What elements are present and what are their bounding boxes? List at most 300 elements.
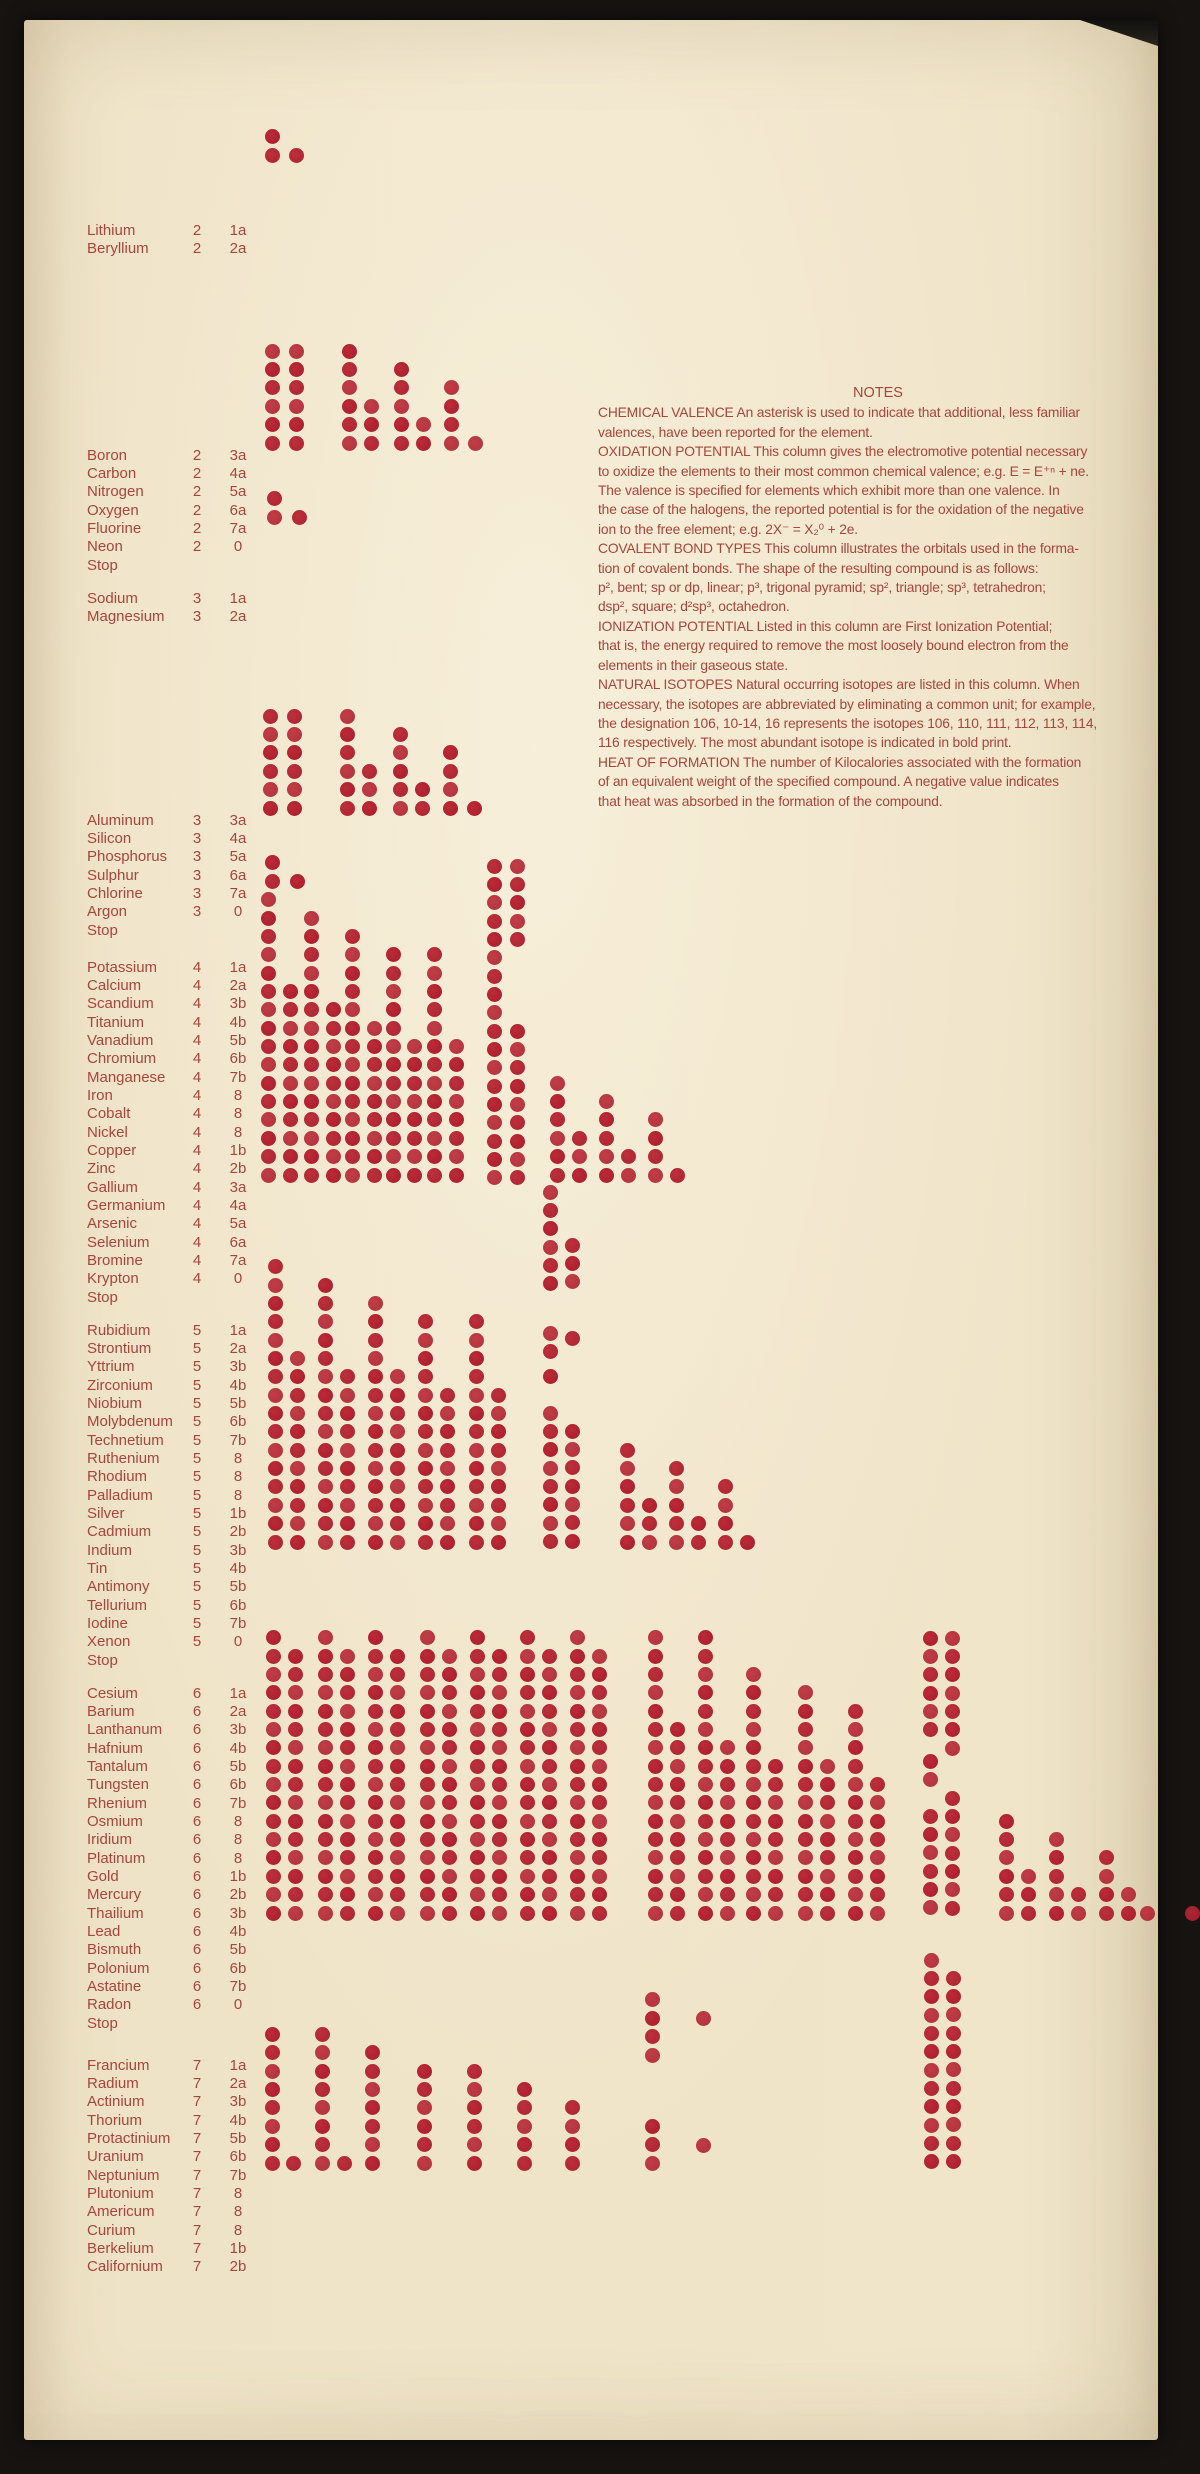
data-dot [820,1814,835,1829]
data-dot [261,1149,276,1164]
data-dot [340,1516,355,1531]
data-dot [266,1685,281,1700]
data-dot [318,1516,333,1531]
data-dot [337,2156,352,2171]
notes-line: 116 respectively. The most abundant isotope is indicated in bold print. [598,735,1012,751]
element-period: 2 [192,501,202,519]
data-dot [746,1906,761,1921]
data-dot [999,1850,1014,1865]
element-group: 3b [229,1904,247,1922]
data-dot [390,1740,405,1755]
element-name: Stop [87,2014,118,2032]
data-dot [648,1814,663,1829]
data-dot [449,1112,464,1127]
data-dot [427,1057,442,1072]
data-dot [261,1039,276,1054]
data-dot [718,1498,733,1513]
data-dot [367,1168,382,1183]
data-dot [261,929,276,944]
data-dot [718,1535,733,1550]
element-period: 7 [192,2184,202,2202]
element-name: Copper [87,1142,137,1159]
data-dot [386,1149,401,1164]
data-dot [645,2048,660,2063]
data-dot [999,1832,1014,1847]
data-dot [520,1814,535,1829]
data-dot [520,1630,535,1645]
data-dot [945,1741,960,1756]
element-name: Niobium [87,1394,143,1412]
notes-section [598,384,1158,811]
data-dot [367,1112,382,1127]
data-dot [340,1869,355,1884]
data-dot [698,1887,713,1902]
data-dot [287,745,302,760]
data-dot [924,2026,939,2041]
data-dot [487,1024,502,1039]
data-dot [420,1906,435,1921]
data-dot [599,1094,614,1109]
data-dot [367,1094,382,1109]
data-dot [390,1406,405,1421]
data-dot [265,417,280,432]
data-dot [420,1850,435,1865]
data-dot [368,1461,383,1476]
data-dot [491,1388,506,1403]
data-dot [427,1021,442,1036]
data-dot [510,1024,525,1039]
data-dot [265,855,280,870]
data-dot [268,1388,283,1403]
data-dot [592,1685,607,1700]
element-group: 6b [229,1596,247,1614]
element-group: 1a [229,1321,247,1339]
element-period: 7 [192,2221,202,2239]
data-dot [870,1850,885,1865]
data-dot [487,1134,502,1149]
data-dot [443,764,458,779]
data-dot [367,1021,382,1036]
element-group: 0 [233,1270,243,1288]
element-name: Iridium [87,1831,133,1849]
data-dot [746,1850,761,1865]
data-dot [820,1887,835,1902]
data-dot [570,1850,585,1865]
element-group: 2b [229,1160,247,1178]
data-dot [340,1704,355,1719]
data-dot [470,1704,485,1719]
element-name: Beryllium [87,239,149,257]
element-name: Lead [87,1923,121,1941]
element-group: 0 [233,1633,243,1651]
data-dot [364,436,379,451]
data-dot [290,1388,305,1403]
element-name: Stop [87,556,118,574]
data-dot [768,1777,783,1792]
data-dot [318,1406,333,1421]
data-dot [470,1685,485,1700]
data-dot [798,1906,813,1921]
data-dot [468,436,483,451]
data-dot [290,1443,305,1458]
element-name: Polonium [87,1959,150,1977]
element-period: 7 [192,2074,202,2092]
data-dot [304,1002,319,1017]
data-dot [386,984,401,999]
element-group: 4a [229,464,247,482]
data-dot [386,1057,401,1072]
data-dot [720,1795,735,1810]
data-dot [268,1278,283,1293]
data-dot [510,1170,525,1185]
data-dot [720,1759,735,1774]
notes-title: NOTES [853,385,903,401]
data-dot [427,1149,442,1164]
data-dot [386,1039,401,1054]
element-period: 5 [192,1523,202,1541]
data-dot [393,764,408,779]
element-group: 1a [229,1684,247,1702]
data-dot [492,1759,507,1774]
data-dot [265,362,280,377]
data-dot [418,1388,433,1403]
element-period: 5 [192,1339,202,1357]
data-dot [510,1097,525,1112]
element-group: 5a [229,483,247,501]
data-dot [1049,1869,1064,1884]
data-dot [492,1649,507,1664]
data-dot [290,1369,305,1384]
data-dot [407,1131,422,1146]
data-dot [520,1704,535,1719]
data-dot [340,1814,355,1829]
data-dot [599,1168,614,1183]
element-name: Stop [87,1288,118,1306]
data-dot [746,1777,761,1792]
data-dot [470,1850,485,1865]
element-group: 7b [229,2166,247,2184]
data-dot [924,2063,939,2078]
data-dot [368,1406,383,1421]
data-dot [923,1772,938,1787]
data-dot [670,1740,685,1755]
data-dot [283,1021,298,1036]
data-dot [698,1704,713,1719]
element-group: 5b [229,1031,247,1049]
data-dot [746,1740,761,1755]
data-dot [416,417,431,432]
data-dot [469,1498,484,1513]
data-dot [542,1667,557,1682]
element-period: 4 [192,1123,202,1141]
data-dot [492,1814,507,1829]
data-dot [470,1832,485,1847]
data-dot [768,1850,783,1865]
data-dot [924,2154,939,2169]
data-dot [326,1057,341,1072]
data-dot [394,362,409,377]
data-dot [418,1461,433,1476]
data-dot [798,1704,813,1719]
data-dot [283,1112,298,1127]
data-dot [492,1667,507,1682]
data-dot [265,129,280,144]
data-dot [283,1057,298,1072]
data-dot [696,2138,711,2153]
element-name: Rubidium [87,1321,151,1339]
data-dot [592,1832,607,1847]
data-dot [491,1535,506,1550]
data-dot [848,1759,863,1774]
data-dot [315,2137,330,2152]
data-dot [418,1535,433,1550]
element-name: Nickel [87,1123,128,1141]
data-dot [345,1039,360,1054]
data-dot [550,1094,565,1109]
data-dot [394,399,409,414]
data-dot [263,745,278,760]
data-dot [510,859,525,874]
data-dot [266,1740,281,1755]
data-dot [848,1740,863,1755]
data-dot [288,1795,303,1810]
data-dot [261,984,276,999]
data-dot [698,1850,713,1865]
data-dot [304,1094,319,1109]
data-dot [265,2119,280,2134]
data-dot [287,764,302,779]
data-dot [390,1369,405,1384]
element-name: Silver [87,1505,125,1522]
data-dot [318,1759,333,1774]
data-dot [645,2011,660,2026]
element-name: Bromine [87,1252,143,1270]
data-dot [427,1112,442,1127]
data-dot [698,1777,713,1792]
data-dot [342,436,357,451]
element-name: Thorium [87,2111,143,2129]
data-dot [923,1649,938,1664]
data-dot [288,1850,303,1865]
data-dot [340,1795,355,1810]
element-period: 2 [192,483,202,501]
data-dot [420,1777,435,1792]
data-dot [945,1864,960,1879]
element-group: 3a [229,811,247,829]
data-dot [440,1535,455,1550]
notes-line: COVALENT BOND TYPES This column illustrates the orbitals used in the forma- [598,541,1079,557]
element-group: 4a [229,1197,247,1215]
data-dot [266,1887,281,1902]
element-period: 5 [192,1358,202,1376]
data-dot [268,1443,283,1458]
data-dot [290,874,305,889]
data-dot [542,1814,557,1829]
element-period: 7 [192,2093,202,2111]
data-dot [620,1461,635,1476]
data-dot [924,2099,939,2114]
data-dot [923,1827,938,1842]
data-dot [266,1850,281,1865]
element-period: 5 [192,1468,202,1486]
data-dot [487,969,502,984]
data-dot [290,1498,305,1513]
element-name: Plutonium [87,2184,154,2202]
element-name: Stop [87,921,118,939]
data-dot [266,1777,281,1792]
data-dot [268,1406,283,1421]
data-dot [648,1649,663,1664]
data-dot [315,2082,330,2097]
data-dot [368,1722,383,1737]
data-dot [517,2119,532,2134]
data-dot [648,1759,663,1774]
data-dot [510,1152,525,1167]
data-dot [746,1685,761,1700]
element-period: 5 [192,1413,202,1431]
data-dot [923,1704,938,1719]
data-dot [946,1971,961,1986]
data-dot [648,1685,663,1700]
element-name: Actinium [87,2093,145,2111]
data-dot [261,1002,276,1017]
data-dot [923,1631,938,1646]
data-dot [288,1685,303,1700]
data-dot [340,1887,355,1902]
data-dot [267,510,282,525]
data-dot [340,1443,355,1458]
data-dot [487,987,502,1002]
data-dot [267,491,282,506]
element-name: Germanium [87,1197,166,1215]
data-dot [268,1516,283,1531]
data-dot [946,2081,961,2096]
data-dot [266,1667,281,1682]
data-dot [670,1814,685,1829]
data-dot [261,911,276,926]
data-dot [1021,1869,1036,1884]
element-group: 8 [233,2203,243,2221]
data-dot [283,984,298,999]
data-dot [268,1424,283,1439]
element-name: Cadmium [87,1523,152,1541]
data-dot [470,1740,485,1755]
data-dot [268,1369,283,1384]
notes-line: the case of the halogens, the reported potential is for the oxidation of the negative [598,502,1084,518]
data-dot [469,1424,484,1439]
data-dot [407,1112,422,1127]
data-dot [326,1002,341,1017]
element-period: 7 [192,2056,202,2074]
data-dot [318,1388,333,1403]
data-dot [698,1685,713,1700]
element-group: 3a [229,446,247,464]
data-dot [467,2064,482,2079]
data-dot [848,1850,863,1865]
data-dot [340,1498,355,1513]
element-period: 4 [192,1050,202,1068]
data-dot [798,1722,813,1737]
element-name: Antimony [87,1578,150,1596]
data-dot [467,2100,482,2115]
data-dot [620,1535,635,1550]
data-dot [467,801,482,816]
data-dot [289,436,304,451]
data-dot [592,1777,607,1792]
element-name: Hafnium [87,1739,143,1757]
data-dot [848,1795,863,1810]
data-dot [390,1759,405,1774]
element-period: 4 [192,1178,202,1196]
data-dot [368,1685,383,1700]
data-dot [648,1887,663,1902]
data-dot [467,2156,482,2171]
data-dot [417,2064,432,2079]
data-dot [420,1814,435,1829]
data-dot [848,1887,863,1902]
data-dot [720,1869,735,1884]
data-dot [565,2156,580,2171]
data-dot [318,1685,333,1700]
data-dot [289,344,304,359]
data-dot [283,1076,298,1091]
data-dot [592,1649,607,1664]
data-dot [289,417,304,432]
data-dot [469,1535,484,1550]
element-group: 5a [229,1215,247,1233]
element-group: 8 [233,1831,243,1849]
data-dot [407,1039,422,1054]
data-dot [946,2026,961,2041]
data-dot [510,1115,525,1130]
data-dot [645,2156,660,2171]
element-period: 4 [192,1270,202,1288]
data-dot [592,1795,607,1810]
element-period: 5 [192,1376,202,1394]
data-dot [520,1685,535,1700]
data-dot [1099,1850,1114,1865]
data-dot [492,1777,507,1792]
data-dot [440,1498,455,1513]
data-dot [520,1759,535,1774]
data-dot [945,1667,960,1682]
data-dot [517,2082,532,2097]
data-dot [449,1131,464,1146]
data-dot [768,1795,783,1810]
element-name: Stop [87,1651,118,1669]
data-dot [746,1814,761,1829]
data-dot [550,1149,565,1164]
data-dot [572,1149,587,1164]
data-dot [543,1221,558,1236]
data-dot [470,1722,485,1737]
data-dot [345,966,360,981]
data-dot [304,1057,319,1072]
data-dot [265,874,280,889]
data-dot [923,1722,938,1737]
data-dot [487,1005,502,1020]
element-group: 4b [229,1013,247,1031]
element-name: Tantalum [87,1757,148,1775]
data-dot [620,1498,635,1513]
data-dot [326,1112,341,1127]
element-name: Boron [87,446,128,464]
data-dot [342,417,357,432]
element-group: 8 [233,2184,243,2202]
data-dot [720,1814,735,1829]
data-dot [288,1759,303,1774]
data-dot [365,2045,380,2060]
